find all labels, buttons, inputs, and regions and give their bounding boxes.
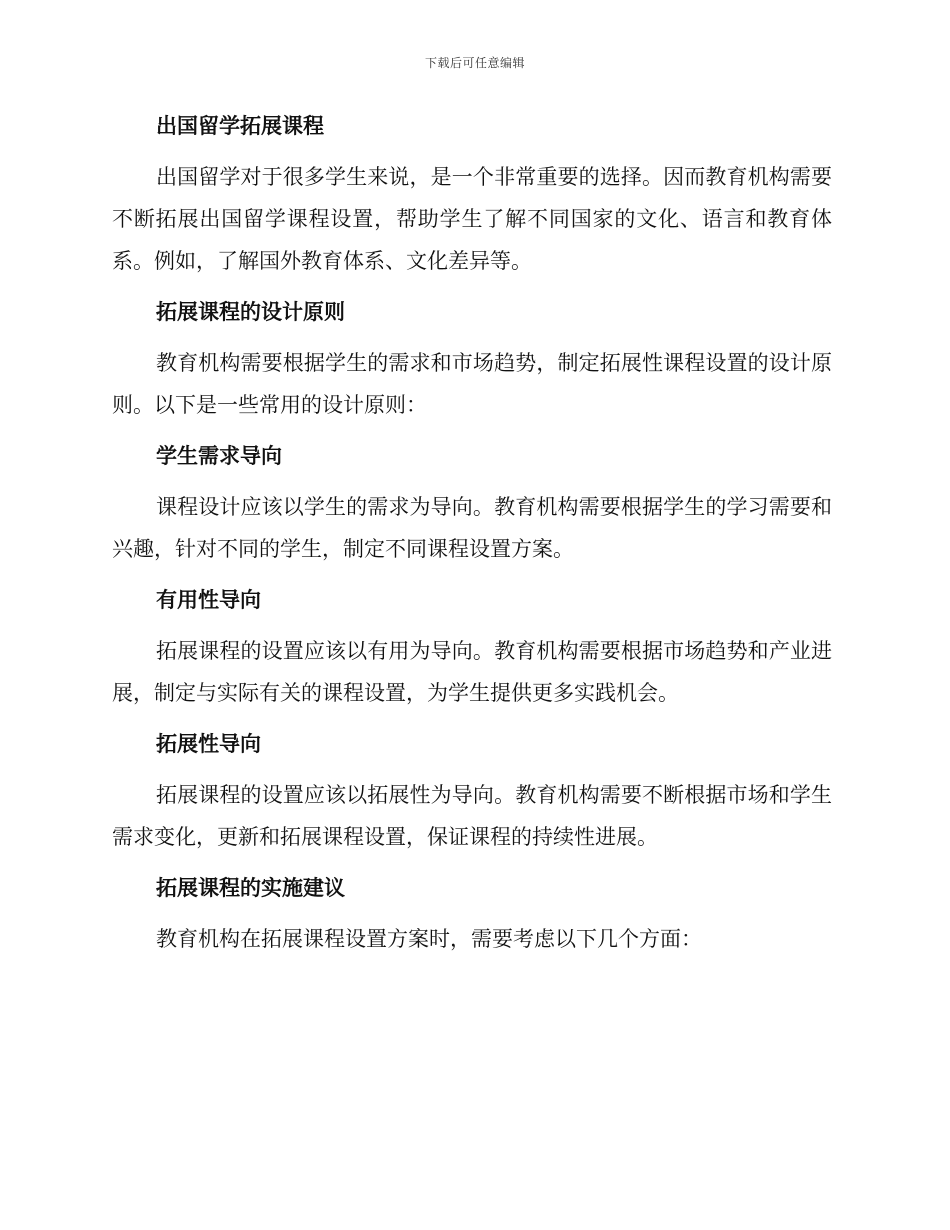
document-body [112, 106, 832, 970]
section-paragraph-design-principles: 教育机构需要根据学生的需求和市场趋势，制定拓展性课程设置的设计原则。以下是一些常用的设计原则： [112, 351, 832, 417]
section-paragraph-extensibility: 拓展课程的设置应该以拓展性为导向。教育机构需要不断根据市场和学生需求变化，更新和拓展课程设置，保证课程的持续性进展。 [112, 783, 832, 849]
section-paragraph-study-abroad: 出国留学对于很多学生来说，是一个非常重要的选择。因而教育机构需要不断拓展出国留学课程设置，帮助学生了解不同国家的文化、语言和教育体系。例如，了解国外教育体系、文化差异等。 [112, 165, 832, 273]
section-heading-usefulness: 有用性导向 [156, 588, 261, 612]
section-paragraph-usefulness: 拓展课程的设置应该以有用为导向。教育机构需要根据市场趋势和产业进展，制定与实际有关的课程设置，为学生提供更多实践机会。 [112, 639, 832, 705]
section-heading-extensibility: 拓展性导向 [156, 732, 261, 756]
section-paragraph-implementation: 教育机构在拓展课程设置方案时，需要考虑以下几个方面： [156, 927, 702, 951]
section-heading-student-needs: 学生需求导向 [156, 444, 282, 468]
page-header-note: 下载后可任意编辑 [424, 56, 525, 70]
section-heading-study-abroad: 出国留学拓展课程 [156, 114, 324, 138]
section-heading-design-principles: 拓展课程的设计原则 [156, 300, 345, 324]
section-paragraph-student-needs: 课程设计应该以学生的需求为导向。教育机构需要根据学生的学习需要和兴趣，针对不同的学生，制定不同课程设置方案。 [112, 495, 832, 561]
section-heading-implementation: 拓展课程的实施建议 [156, 876, 345, 900]
